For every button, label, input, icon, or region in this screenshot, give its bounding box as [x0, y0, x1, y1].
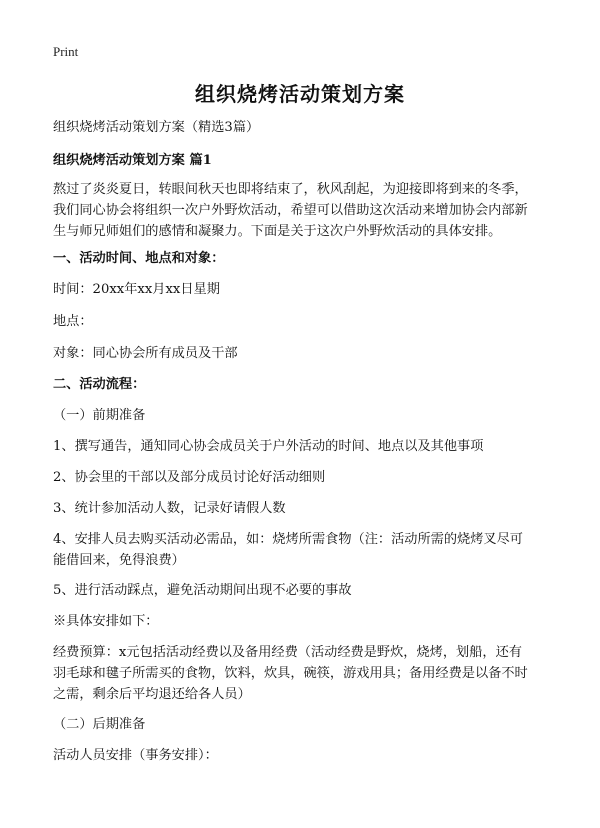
intro-line-1: 熬过了炎炎夏日，转眼间秋天也即将结束了，秋风刮起，为迎接即将到来的冬季， [53, 182, 528, 197]
subtitle: 组织烧烤活动策划方案（精选3篇） [53, 120, 260, 135]
place-line: 地点： [53, 314, 93, 329]
budget-line-2: 羽毛球和毽子所需买的食物，饮料，炊具，碗筷，游戏用具；备用经费是以备不时 [53, 666, 528, 681]
post-heading: （二）后期准备 [53, 717, 146, 732]
budget-line-1: 经费预算：x元包括活动经费以及备用经费（活动经费是野炊，烧烤，划船，还有 [53, 645, 522, 660]
intro-line-3: 生与师兄师姐们的感情和凝聚力。下面是关于这次户外野炊活动的具体安排。 [53, 224, 502, 239]
staff-line: 活动人员安排（事务安排）： [53, 748, 218, 763]
arrangement-label: ※具体安排如下： [53, 614, 159, 629]
section2-heading: 二、活动流程： [53, 377, 146, 392]
print-label: Print [53, 44, 79, 59]
step-4-line-2: 能借回来，免得浪费） [53, 553, 185, 568]
step-4-line-1: 4、安排人员去购买活动必需品，如：烧烤所需食物（注：活动所需的烧烤叉尽可 [53, 532, 523, 547]
article-heading: 组织烧烤活动策划方案 篇1 [53, 153, 212, 168]
step-1: 1、撰写通告，通知同心协会成员关于户外活动的时间、地点以及其他事项 [53, 439, 484, 454]
pre-heading: （一）前期准备 [53, 408, 146, 423]
document-title: 组织烧烤活动策划方案 [195, 82, 405, 106]
target-line: 对象：同心协会所有成员及干部 [53, 346, 238, 361]
step-5: 5、进行活动踩点，避免活动期间出现不必要的事故 [53, 583, 352, 598]
budget-line-3: 之需，剩余后平均退还给各人员） [53, 687, 251, 702]
step-3: 3、统计参加活动人数，记录好请假人数 [53, 501, 286, 516]
time-line: 时间：20xx年xx月xx日星期 [53, 282, 220, 297]
step-2: 2、协会里的干部以及部分成员讨论好活动细则 [53, 470, 326, 485]
section1-heading: 一、活动时间、地点和对象： [53, 251, 225, 266]
intro-line-2: 我们同心协会将组织一次户外野炊活动，希望可以借助这次活动来增加协会内部新 [53, 203, 528, 218]
